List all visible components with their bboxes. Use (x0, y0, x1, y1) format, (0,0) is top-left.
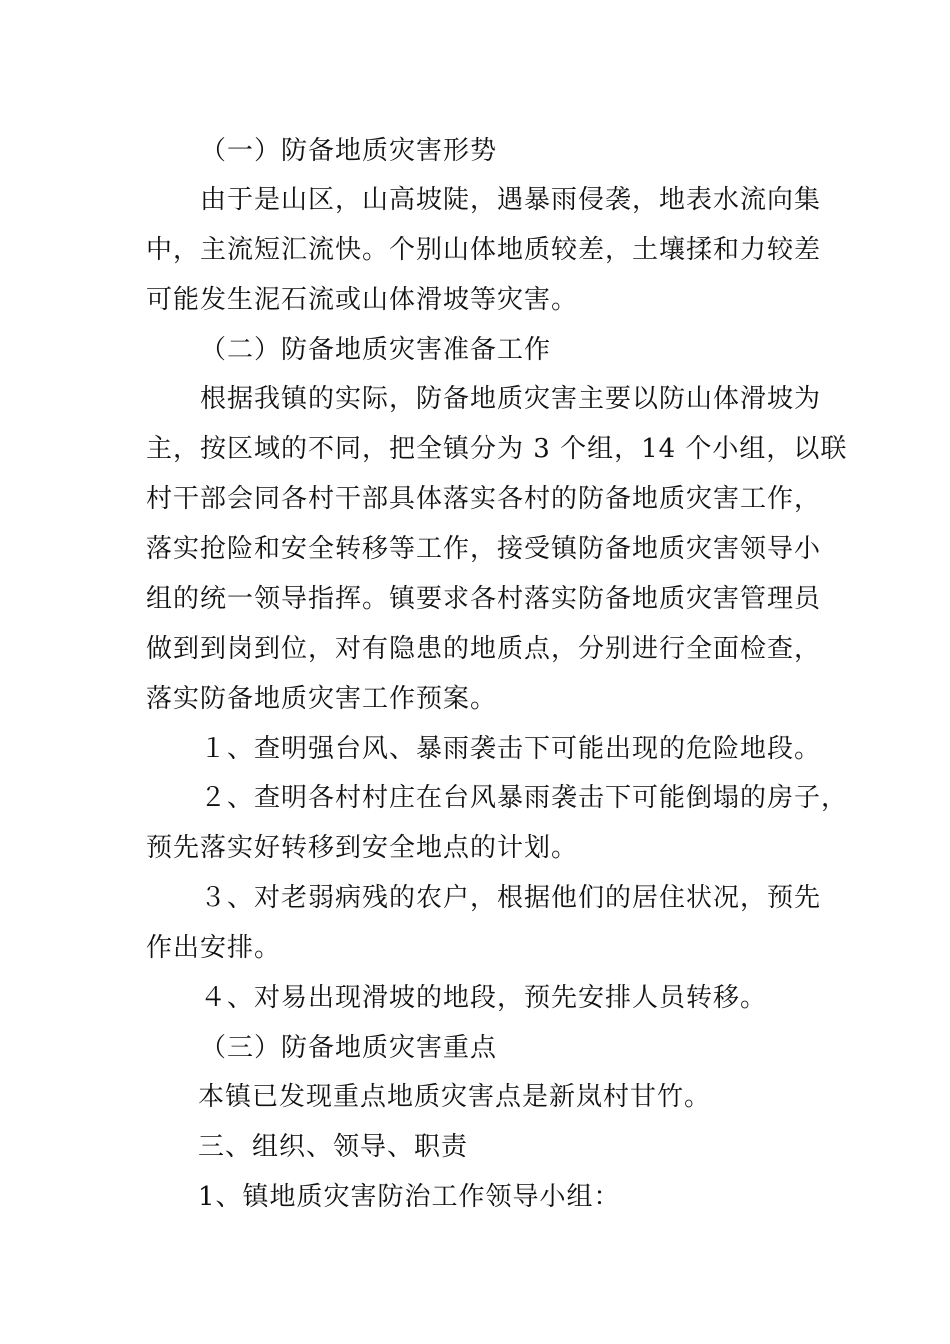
section-heading-3: （三）防备地质灾害重点 (200, 1033, 498, 1063)
list-item-3-line-2: 作出安排。 (146, 933, 282, 963)
paragraph-2-line-6: 做到到岗到位，对有隐患的地质点，分别进行全面检查， (146, 634, 822, 664)
list-item-4: ４、对易出现滑坡的地段，预先安排人员转移。 (200, 983, 768, 1013)
list-item-1: １、查明强台风、暴雨袭击下可能出现的危险地段。 (200, 734, 822, 764)
section-heading-1: （一）防备地质灾害形势 (200, 136, 498, 166)
paragraph-1-line-3: 可能发生泥石流或山体滑坡等灾害。 (146, 285, 579, 315)
paragraph-1-line-1: 由于是山区，山高坡陡，遇暴雨侵袭，地表水流向集 (200, 185, 822, 215)
chapter-heading-3: 三、组织、领导、职责 (198, 1132, 469, 1162)
paragraph-2-line-5: 组的统一领导指挥。镇要求各村落实防备地质灾害管理员 (146, 584, 822, 614)
paragraph-2-line-7: 落实防备地质灾害工作预案。 (146, 684, 498, 714)
list-item-3-line-1: ３、对老弱病残的农户，根据他们的居住状况，预先 (200, 883, 822, 913)
section-heading-2: （二）防备地质灾害准备工作 (200, 335, 552, 365)
paragraph-1-line-2: 中，主流短汇流快。个别山体地质较差，土壤揉和力较差 (146, 235, 822, 265)
paragraph-3: 本镇已发现重点地质灾害点是新岚村甘竹。 (198, 1082, 712, 1112)
subsection-heading-1: 1、镇地质灾害防治工作领导小组： (198, 1182, 621, 1212)
list-item-2-line-1: ２、查明各村村庄在台风暴雨袭击下可能倒塌的房子， (200, 783, 849, 813)
paragraph-2-line-4: 落实抢险和安全转移等工作，接受镇防备地质灾害领导小 (146, 534, 822, 564)
list-item-2-line-2: 预先落实好转移到安全地点的计划。 (146, 833, 579, 863)
paragraph-2-line-1: 根据我镇的实际，防备地质灾害主要以防山体滑坡为 (200, 384, 822, 414)
paragraph-2-line-2: 主，按区域的不同，把全镇分为 3 个组，14 个小组，以联 (146, 434, 848, 464)
paragraph-2-line-3: 村干部会同各村干部具体落实各村的防备地质灾害工作， (146, 484, 822, 514)
